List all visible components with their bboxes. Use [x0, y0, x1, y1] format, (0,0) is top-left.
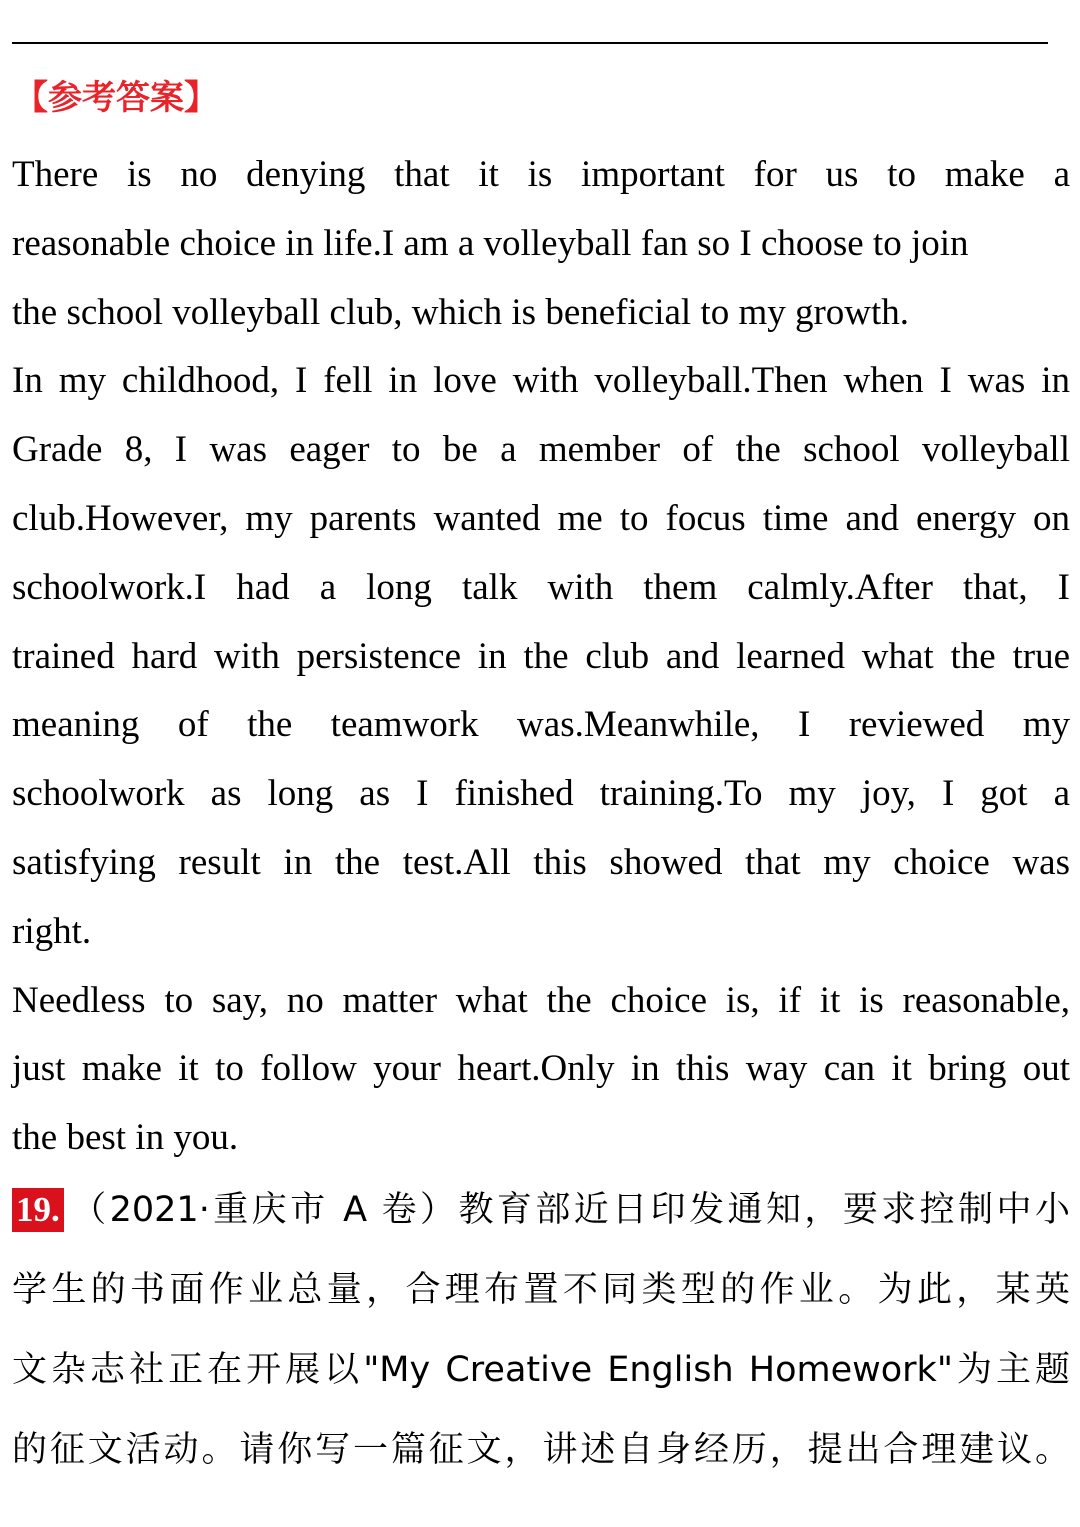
essay-line: just make it to follow your heart.Only in this way can it bring out — [12, 1048, 1070, 1089]
essay-line: trained hard with persistence in the club and learned what the true — [12, 636, 1070, 677]
essay-line: right. — [12, 911, 92, 952]
top-divider-rule — [12, 42, 1048, 44]
answer-heading — [14, 70, 218, 126]
essay-line: the best in you. — [12, 1117, 239, 1158]
question-line — [12, 1184, 1070, 1236]
essay-line: There is no denying that it is important for us to make a — [12, 154, 1070, 195]
essay-line: schoolwork as long as I finished training.To my joy, I got a — [12, 773, 1070, 814]
question-text-line-3: 文杂志社正在开展以"My Creative English Homework"为主题 — [12, 1350, 1070, 1390]
essay-line: the school volleyball club, which is beneficial to my growth. — [12, 292, 910, 333]
essay-line: meaning of the teamwork was.Meanwhile, I reviewed my — [12, 704, 1070, 745]
essay-line: reasonable choice in life.I am a volleyball fan so I choose to join — [12, 223, 969, 264]
question-text-line-1: （2021·重庆市 A 卷）教育部近日印发通知，要求控制中小 — [67, 1190, 1070, 1230]
essay-line: In my childhood, I fell in love with volleyball.Then when I was in — [12, 360, 1070, 401]
heading-bracket-close: 】 — [184, 78, 218, 118]
heading-bracket-open: 【 — [14, 78, 48, 118]
essay-line: club.However, my parents wanted me to focus time and energy on — [12, 498, 1070, 539]
question-text-line-2: 学生的书面作业总量，合理布置不同类型的作业。为此，某英 — [12, 1270, 1070, 1310]
question-number-badge: 19. — [12, 1188, 64, 1232]
question-text-line-4: 的征文活动。请你写一篇征文，讲述自身经历，提出合理建议。 — [12, 1430, 1070, 1470]
essay-line: Needless to say, no matter what the choice is, if it is reasonable, — [12, 980, 1070, 1021]
essay-line: satisfying result in the test.All this showed that my choice was — [12, 842, 1070, 883]
essay-line: Grade 8, I was eager to be a member of the school volleyball — [12, 429, 1070, 470]
essay-line: schoolwork.I had a long talk with them calmly.After that, I — [12, 567, 1070, 608]
heading-label: 参考答案 — [48, 78, 184, 118]
